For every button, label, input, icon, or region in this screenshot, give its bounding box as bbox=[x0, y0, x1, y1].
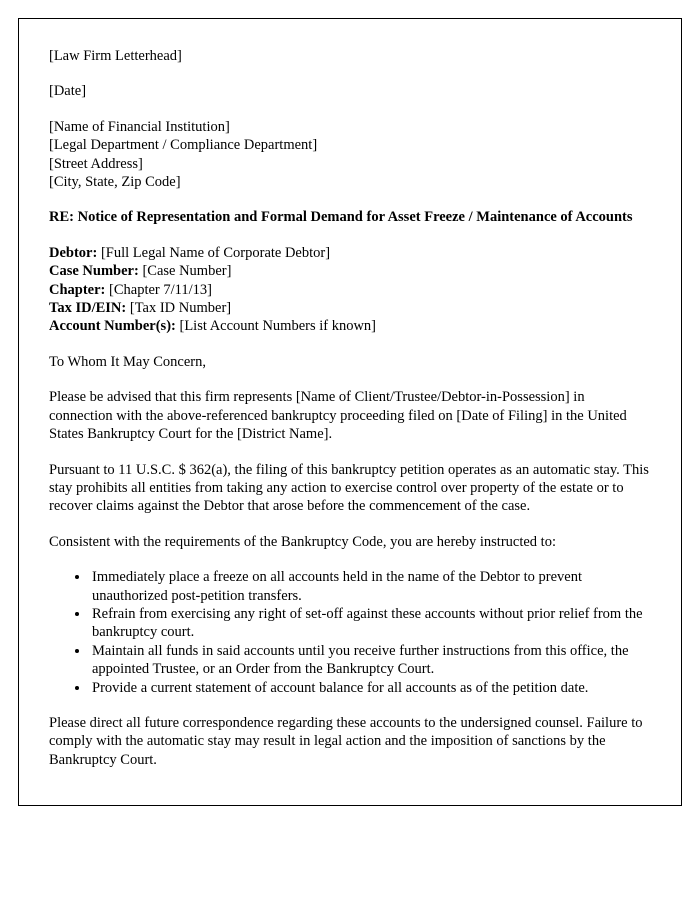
case-detail-label: Case Number: bbox=[49, 263, 139, 280]
case-detail-value: [Chapter 7/11/13] bbox=[109, 281, 212, 298]
case-details-block bbox=[49, 244, 651, 336]
paragraph-instructions-intro: Consistent with the requirements of the Bankruptcy Code, you are hereby instructed to: bbox=[49, 533, 556, 550]
case-detail-label: Debtor: bbox=[49, 244, 98, 261]
case-detail-value: [List Account Numbers if known] bbox=[179, 318, 377, 335]
case-detail-chapter bbox=[49, 281, 651, 299]
case-detail-tax-id bbox=[49, 299, 651, 317]
case-detail-case-number bbox=[49, 262, 651, 280]
letterhead-placeholder: [Law Firm Letterhead] bbox=[49, 48, 182, 64]
closing-paragraph: Please direct all future correspondence regarding these accounts to the undersigned counsel. Failure to comply with the automatic stay may result in legal action and the imposition of sanctions by the Bankruptcy Court. bbox=[49, 714, 643, 768]
case-detail-label: Tax ID/EIN: bbox=[49, 300, 127, 317]
instruction-maintain-funds: • Maintain all funds in said accounts until you receive further instructions from this office, the appointed Trustee, or an Order from the Bankruptcy Court. bbox=[90, 642, 651, 679]
recipient-institution: [Name of Financial Institution] bbox=[49, 118, 230, 135]
paragraph-automatic-stay: Pursuant to 11 U.S.C. $ 362(a), the filing of this bankruptcy petition operates as an automatic stay. This stay prohibits all entities from taking any action to exercise control over property of the estate or to recover claims against the Debtor that arose before the commencement of the case. bbox=[49, 461, 649, 515]
recipient-department: [Legal Department / Compliance Department] bbox=[49, 137, 318, 154]
case-detail-label: Chapter: bbox=[49, 281, 106, 298]
instruction-no-setoff: • Refrain from exercising any right of set-off against these accounts without prior relief from the bankruptcy court. bbox=[90, 605, 651, 642]
case-detail-value: [Full Legal Name of Corporate Debtor] bbox=[100, 244, 331, 261]
case-detail-label: Account Number(s): bbox=[49, 318, 176, 335]
instruction-provide-statement: • Provide a current statement of account balance for all accounts as of the petition date. bbox=[90, 679, 651, 697]
case-detail-debtor bbox=[49, 244, 651, 262]
paragraph-representation: Please be advised that this firm represents [Name of Client/Trustee/Debtor-in-Possession] in connection with the above-referenced bankruptcy proceeding filed on [Date of Filing] in the United States Bankruptcy Court for the [District Name]. bbox=[49, 389, 627, 443]
subject-line: RE: Notice of Representation and Formal Demand for Asset Freeze / Maintenance of Accounts bbox=[49, 209, 633, 226]
instruction-list bbox=[49, 568, 651, 697]
letter-page bbox=[18, 18, 682, 806]
recipient-street: [Street Address] bbox=[49, 155, 143, 172]
date-line: [Date] bbox=[49, 83, 87, 100]
instruction-freeze-accounts: • Immediately place a freeze on all accounts held in the name of the Debtor to prevent unauthorized post-petition transfers. bbox=[90, 568, 651, 605]
recipient-city-state-zip: [City, State, Zip Code] bbox=[49, 174, 181, 191]
case-detail-value: [Tax ID Number] bbox=[129, 300, 232, 317]
case-detail-account-numbers bbox=[49, 317, 651, 335]
case-detail-value: [Case Number] bbox=[142, 263, 232, 280]
salutation: To Whom It May Concern, bbox=[49, 353, 206, 370]
recipient-address-block bbox=[49, 118, 651, 192]
